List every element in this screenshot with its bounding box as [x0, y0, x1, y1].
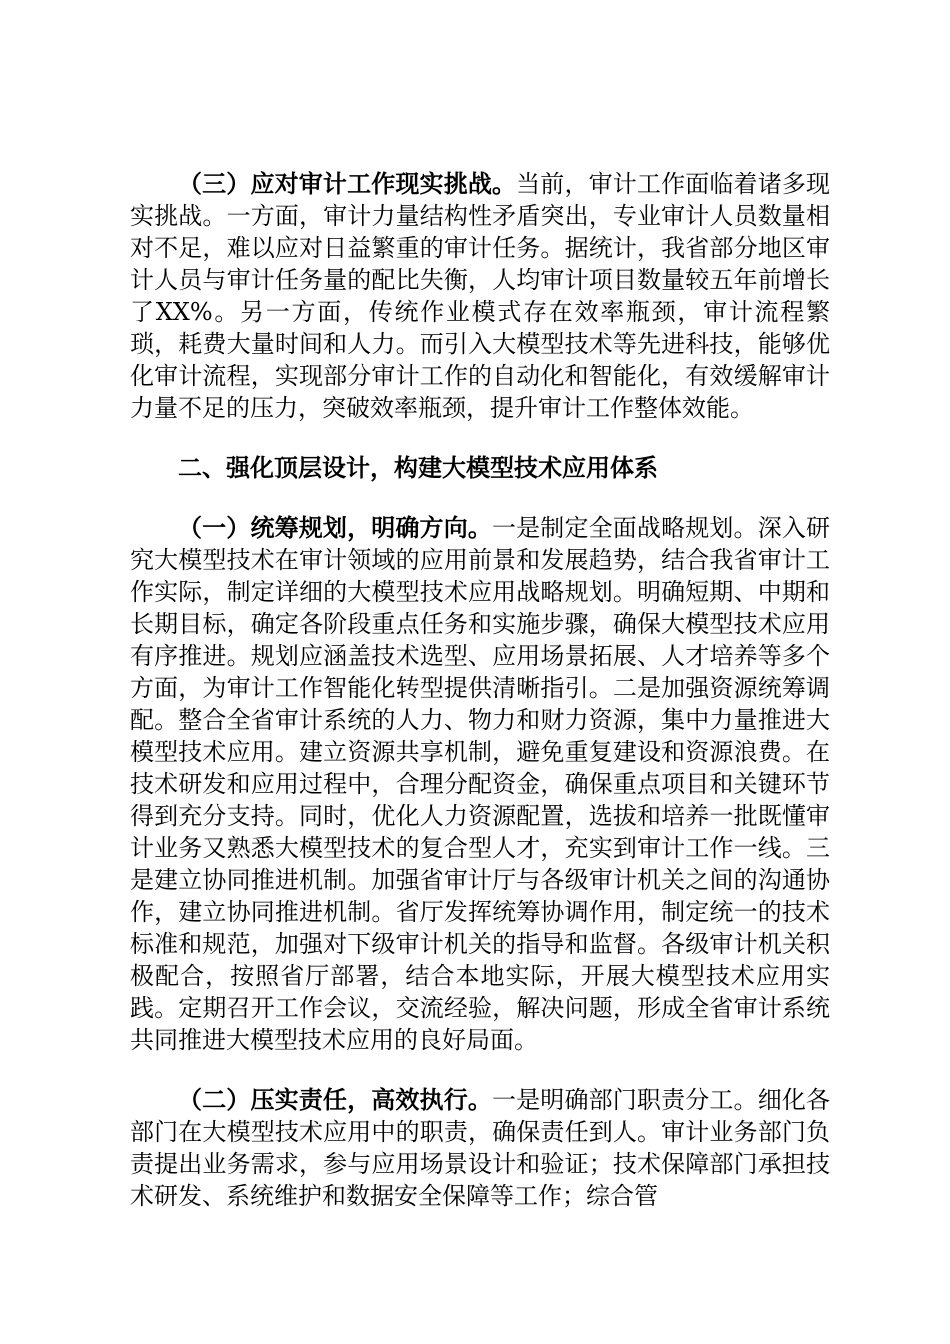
paragraph-responsibility — [130, 1084, 830, 1212]
paragraph-body: 一是明确部门职责分工。细化各部门在大模型技术应用中的职责，确保责任到人。审计业务部门负责提出业务需求，参与应用场景设计和验证；技术保障部门承担技术研发、系统维护和数据安全保障等工作；综合管 — [130, 1086, 830, 1210]
section-heading: 二、强化顶层设计，构建大模型技术应用体系 — [178, 453, 658, 482]
paragraph-lead: （三）应对审计工作现实挑战。 — [178, 169, 517, 198]
paragraph-body: 当前，审计工作面临着诸多现实挑战。一方面，审计力量结构性矛盾突出，专业审计人员数量相对不足，难以应对日益繁重的审计任务。据统计，我省部分地区审计人员与审计任务量的配比失衡，人均审计项目数量较五年前增长了XX%。另一方面，传统作业模式存在效率瓶颈，审计流程繁琐，耗费大量时间和人力。而引入大模型技术等先进科技，能够优化审计流程，实现部分审计工作的自动化和智能化，有效缓解审计力量不足的压力，突破效率瓶颈，提升审计工作整体效能。 — [130, 170, 831, 422]
paragraph-lead: （一）统筹规划，明确方向。 — [178, 513, 492, 542]
paragraph-body: 一是制定全面战略规划。深入研究大模型技术在审计领域的应用前景和发展趋势，结合我省审计工作实际，制定详细的大模型技术应用战略规划。明确短期、中期和长期目标，确定各阶段重点任务和实施步骤，确保大模型技术应用有序推进。规划应涵盖技术选型、应用场景拓展、人才培养等多个方面，为审计工作智能化转型提供清晰指引。二是加强资源统筹调配。整合全省审计系统的人力、物力和财力资源，集中力量推进大模型技术应用。建立资源共享机制，避免重复建设和资源浪费。在技术研发和应用过程中，合理分配资金，确保重点项目和关键环节得到充分支持。同时，优化人力资源配置，选拔和培养一批既懂审计业务又熟悉大模型技术的复合型人才，充实到审计工作一线。三是建立协同推进机制。加强省审计厅与各级审计机关之间的沟通协作，建立协同推进机制。省厅发挥统筹协调作用，制定统一的技术标准和规范，加强对下级审计机关的指导和监督。各级审计机关积极配合，按照省厅部署，结合本地实际，开展大模型技术应用实践。定期召开工作会议，交流经验，解决问题，形成全省审计系统共同推进大模型技术应用的良好局面。 — [130, 514, 830, 1054]
paragraph-lead: （二）压实责任，高效执行。 — [178, 1085, 492, 1114]
paragraph-planning — [130, 512, 830, 1056]
paragraph-challenges — [130, 168, 830, 424]
document-page — [130, 168, 830, 1212]
